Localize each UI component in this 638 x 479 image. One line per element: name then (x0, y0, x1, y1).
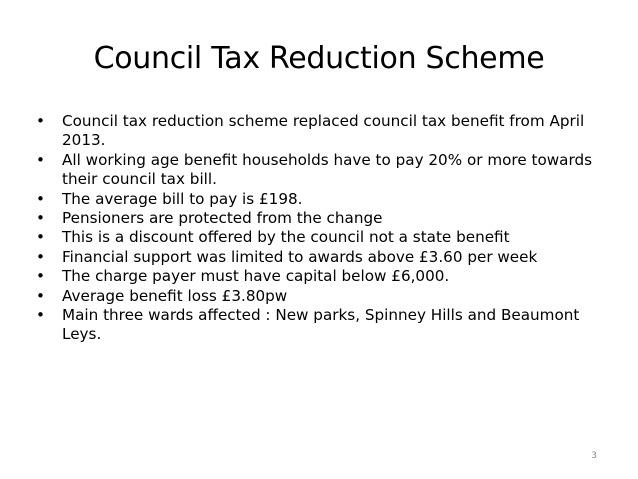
bullet-icon: • (36, 228, 45, 247)
bullet-text: This is a discount offered by the council not a state benefit (62, 228, 510, 247)
bullet-item (36, 209, 616, 228)
bullet-item (36, 287, 616, 306)
page-number: 3 (591, 451, 597, 461)
bullet-item (36, 112, 616, 151)
slide-title: Council Tax Reduction Scheme (93, 41, 545, 76)
bullet-item (36, 267, 616, 286)
bullet-text: Main three wards affected : New parks, Spinney Hills and Beaumont Leys. (62, 306, 580, 344)
bullet-text: Financial support was limited to awards above £3.60 per week (62, 247, 538, 266)
bullet-text: Pensioners are protected from the change (62, 209, 383, 228)
bullet-text: Average benefit loss £3.80pw (62, 286, 288, 305)
bullet-icon: • (36, 286, 45, 305)
bullet-item (36, 306, 616, 345)
bullet-text: The average bill to pay is £198. (62, 189, 303, 208)
bullet-item (36, 228, 616, 247)
bullet-icon: • (36, 112, 45, 130)
bullet-icon: • (36, 247, 45, 266)
bullet-icon: • (36, 306, 45, 325)
bullet-text: All working age benefit households have to pay 20% or more towards their council tax bill. (62, 150, 593, 189)
bullet-text: The charge payer must have capital below £6,000. (62, 267, 450, 286)
bullet-text: Council tax reduction scheme replaced council tax benefit from April 2013. (62, 112, 585, 150)
bullet-icon: • (36, 189, 45, 208)
bullet-list (36, 112, 616, 345)
bullet-icon: • (36, 209, 45, 228)
bullet-item (36, 248, 616, 267)
bullet-item (36, 151, 616, 190)
bullet-icon: • (36, 267, 45, 286)
bullet-item (36, 190, 616, 209)
bullet-icon: • (36, 150, 45, 169)
